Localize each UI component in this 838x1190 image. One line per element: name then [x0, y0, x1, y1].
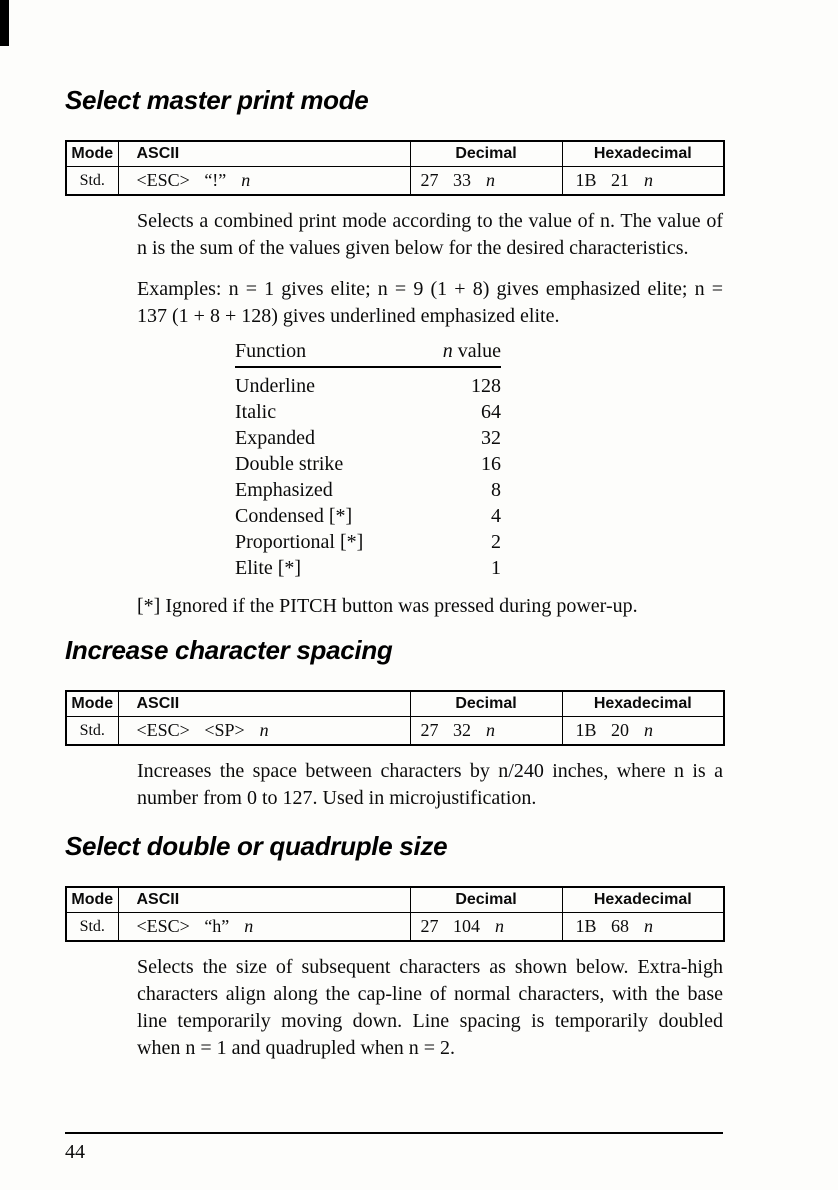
ascii-code: <ESC> “!” [136, 170, 227, 190]
page-content [65, 0, 723, 1062]
function-value-table [235, 340, 501, 581]
decimal-code: 27 32 [420, 720, 471, 740]
function-value: 128 [471, 375, 501, 397]
hex-variable: n [644, 720, 654, 740]
function-row-expanded [235, 425, 501, 451]
column-header-hexadecimal: Hexadecimal [562, 691, 724, 717]
paragraph-size-description: Selects the size of subsequent characters as shown below. Extra-high characters align along the cap-line of normal characters, with the base line temporarily moving down. Line spacing is temporarily doubled when n = 1 and quadrupled when n = 2. [137, 956, 723, 1059]
command-table-value-row [66, 717, 724, 746]
paragraph-spacing-description: Increases the space between characters by n/240 inches, where n is a number from 0 to 127. Used in microjustification. [137, 760, 723, 809]
function-row-double-strike [235, 451, 501, 477]
column-header-mode: Mode [66, 887, 118, 913]
column-header-hexadecimal: Hexadecimal [562, 141, 724, 167]
decimal-variable: n [495, 916, 504, 936]
cell-hexadecimal [562, 913, 724, 942]
function-name: Expanded [235, 427, 315, 449]
ascii-variable: n [244, 916, 254, 936]
function-name: Condensed [*] [235, 505, 353, 527]
paragraph-master-description: Selects a combined print mode according to the value of n. The value of n is the sum of the values given below for the desired characteristics. [137, 210, 723, 259]
column-header-mode: Mode [66, 691, 118, 717]
paragraph-master-examples: Examples: n = 1 gives elite; n = 9 (1 + 8) gives emphasized elite; n = 137 (1 + 8 + 128) gives underlined emphasized elite. [137, 278, 723, 327]
ascii-code: <ESC> “h” [136, 916, 230, 936]
column-header-decimal: Decimal [410, 887, 562, 913]
function-name: Underline [235, 375, 315, 397]
function-value: 16 [481, 453, 501, 475]
decimal-variable: n [486, 170, 495, 190]
cell-decimal [410, 717, 562, 746]
section-title-double-quadruple: Select double or quadruple size [65, 831, 448, 861]
cell-mode: Std. [66, 167, 118, 196]
column-header-mode: Mode [66, 141, 118, 167]
function-column-header: Function [235, 340, 307, 362]
cell-ascii [118, 913, 410, 942]
function-row-proportional [235, 529, 501, 555]
hex-code: 1B 20 [575, 720, 630, 740]
column-header-ascii: ASCII [118, 887, 410, 913]
cell-ascii [118, 717, 410, 746]
cell-hexadecimal [562, 167, 724, 196]
function-row-emphasized [235, 477, 501, 503]
section-title-master-print-mode: Select master print mode [65, 85, 369, 115]
command-table-master-print-mode [65, 140, 725, 196]
hex-code: 1B 21 [575, 170, 630, 190]
function-row-condensed [235, 503, 501, 529]
n-value-column-header: n value [442, 340, 501, 362]
page-footer [65, 1132, 723, 1164]
function-name: Proportional [*] [235, 531, 364, 553]
command-table-header-row [66, 141, 724, 167]
function-value: 32 [481, 427, 501, 449]
column-header-decimal: Decimal [410, 141, 562, 167]
function-table-header [235, 340, 501, 368]
column-header-hexadecimal: Hexadecimal [562, 887, 724, 913]
decimal-variable: n [486, 720, 495, 740]
function-value: 1 [491, 557, 501, 579]
column-header-decimal: Decimal [410, 691, 562, 717]
hex-variable: n [644, 170, 654, 190]
footer-rule [65, 1132, 723, 1134]
function-name: Italic [235, 401, 277, 423]
cell-ascii [118, 167, 410, 196]
function-row-underline [235, 373, 501, 399]
ascii-variable: n [241, 170, 251, 190]
column-header-ascii: ASCII [118, 141, 410, 167]
pitch-footnote: [*] Ignored if the PITCH button was pressed during power-up. [137, 595, 638, 617]
function-value: 2 [491, 531, 501, 553]
decimal-code: 27 104 [420, 916, 480, 936]
ascii-code: <ESC> <SP> [136, 720, 245, 740]
page-number: 44 [65, 1141, 85, 1163]
function-name: Emphasized [235, 479, 333, 501]
cell-mode: Std. [66, 913, 118, 942]
function-name: Elite [*] [235, 557, 302, 579]
command-table-double-quadruple [65, 886, 725, 942]
column-header-ascii: ASCII [118, 691, 410, 717]
decimal-code: 27 33 [420, 170, 471, 190]
command-table-value-row [66, 167, 724, 196]
function-value: 64 [481, 401, 501, 423]
cell-decimal [410, 167, 562, 196]
cell-hexadecimal [562, 717, 724, 746]
function-name: Double strike [235, 453, 344, 475]
command-table-character-spacing [65, 690, 725, 746]
function-row-italic [235, 399, 501, 425]
cell-mode: Std. [66, 717, 118, 746]
function-value: 8 [491, 479, 501, 501]
section-title-character-spacing: Increase character spacing [65, 635, 393, 665]
command-table-header-row [66, 887, 724, 913]
command-table-value-row [66, 913, 724, 942]
ascii-variable: n [259, 720, 269, 740]
command-table-header-row [66, 691, 724, 717]
scan-artifact [0, 0, 9, 46]
function-row-elite [235, 555, 501, 581]
hex-variable: n [644, 916, 654, 936]
cell-decimal [410, 913, 562, 942]
hex-code: 1B 68 [575, 916, 630, 936]
function-value: 4 [491, 505, 501, 527]
